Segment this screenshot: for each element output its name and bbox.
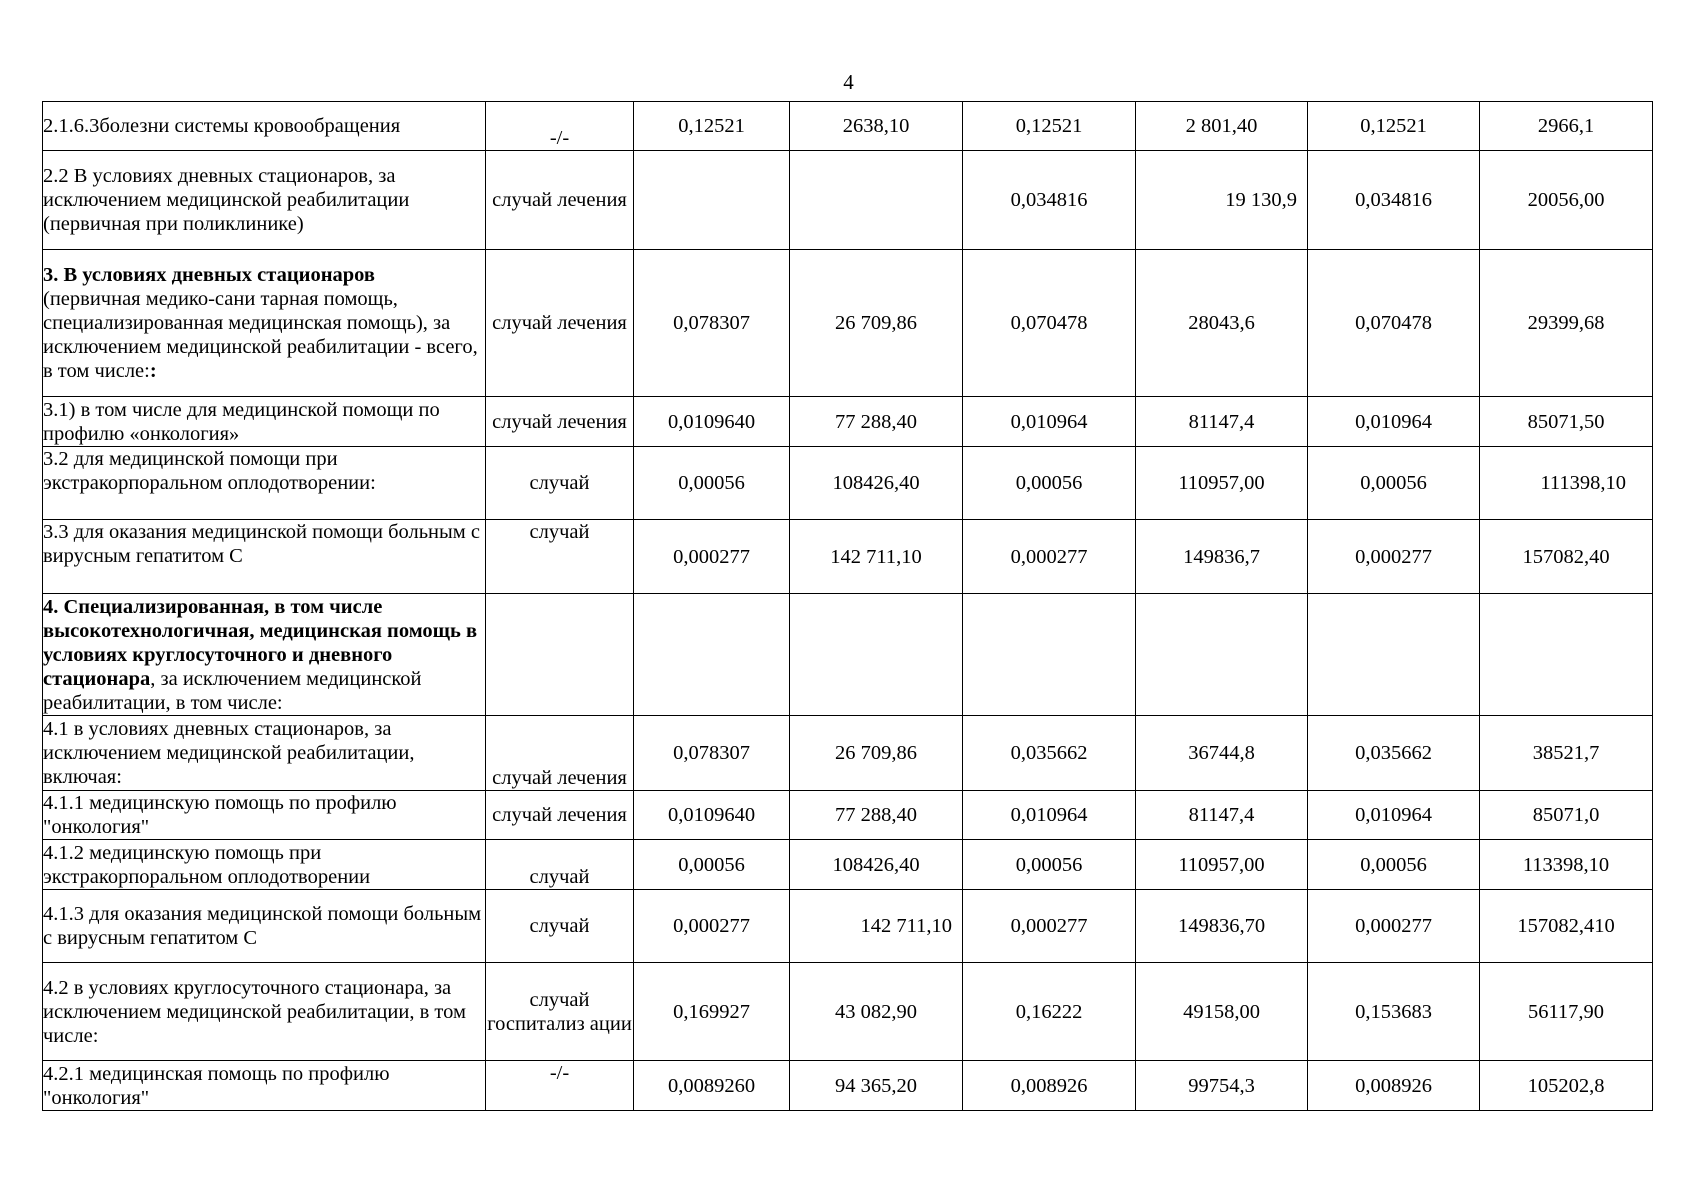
cell-value: 0,000277	[963, 520, 1136, 594]
cell-value: 20056,00	[1480, 151, 1653, 250]
cell-value: 77 288,40	[790, 397, 963, 447]
table-row	[43, 250, 1653, 397]
row-name-bold-tail: :	[149, 360, 157, 382]
cell-value: 19 130,9	[1136, 151, 1308, 250]
cell-value: 0,12521	[963, 102, 1136, 151]
cell-value: 0,00056	[963, 447, 1136, 520]
row-name-bold: 3. В условиях дневных стационаров	[43, 264, 375, 286]
cell-value: 2966,1	[1480, 102, 1653, 151]
row-name: 4.2.1 медицинская помощь по профилю "онкология"	[43, 1061, 486, 1111]
table-row	[43, 397, 1653, 447]
row-unit	[486, 594, 634, 716]
cell-value: 26 709,86	[790, 250, 963, 397]
cell-value: 56117,90	[1480, 963, 1653, 1061]
cell-value	[634, 594, 790, 716]
cell-value	[1308, 594, 1480, 716]
cell-value: 149836,7	[1136, 520, 1308, 594]
cell-value: 2638,10	[790, 102, 963, 151]
row-name: 4.1.1 медицинскую помощь по профилю "онкология"	[43, 791, 486, 840]
cell-value: 0,035662	[963, 716, 1136, 791]
cell-value: 94 365,20	[790, 1061, 963, 1111]
cell-value: 77 288,40	[790, 791, 963, 840]
cell-value: 110957,00	[1136, 840, 1308, 890]
row-unit: -/-	[486, 1061, 634, 1111]
cell-value	[634, 151, 790, 250]
cell-value	[1136, 594, 1308, 716]
row-unit: случай лечения	[486, 250, 634, 397]
cell-value: 0,000277	[634, 520, 790, 594]
row-name: 3.1) в том числе для медицинской помощи по профилю «онкология»	[43, 397, 486, 447]
cell-value: 28043,6	[1136, 250, 1308, 397]
cell-value: 85071,50	[1480, 397, 1653, 447]
row-name-text: (первичная медико-сани тарная помощь, специализированная медицинская помощь), за исключением медицинской реабилитации - всего, в том числе:	[43, 288, 478, 382]
row-unit: случай	[486, 840, 634, 890]
cell-value: 0,035662	[1308, 716, 1480, 791]
cell-value: 0,00056	[1308, 447, 1480, 520]
cell-value: 81147,4	[1136, 397, 1308, 447]
table-row	[43, 447, 1653, 520]
row-name: 3.2 для медицинской помощи при экстракорпоральном оплодотворении:	[43, 447, 486, 520]
cell-value	[963, 594, 1136, 716]
cell-value: 0,078307	[634, 716, 790, 791]
cell-value: 108426,40	[790, 840, 963, 890]
table-row	[43, 791, 1653, 840]
cell-value: 29399,68	[1480, 250, 1653, 397]
cell-value: 0,00056	[963, 840, 1136, 890]
table-row	[43, 890, 1653, 963]
table-row	[43, 963, 1653, 1061]
table-row	[43, 151, 1653, 250]
row-name	[43, 250, 486, 397]
row-name: 2.2 В условиях дневных стационаров, за исключением медицинской реабилитации (первичная при поликлинике)	[43, 151, 486, 250]
cell-value: 157082,410	[1480, 890, 1653, 963]
cell-value: 0,008926	[963, 1061, 1136, 1111]
cell-value: 0,12521	[1308, 102, 1480, 151]
cell-value: 111398,10	[1480, 447, 1653, 520]
cell-value: 105202,8	[1480, 1061, 1653, 1111]
row-unit: случай	[486, 447, 634, 520]
cell-value: 142 711,10	[790, 890, 963, 963]
cell-value: 0,12521	[634, 102, 790, 151]
cell-value: 108426,40	[790, 447, 963, 520]
table-row	[43, 1061, 1653, 1111]
cell-value: 49158,00	[1136, 963, 1308, 1061]
cell-value: 0,0109640	[634, 791, 790, 840]
cell-value: 99754,3	[1136, 1061, 1308, 1111]
cell-value	[790, 151, 963, 250]
cell-value	[790, 594, 963, 716]
row-unit: случай лечения	[486, 716, 634, 791]
row-name: 4.2 в условиях круглосуточного стационара, за исключением медицинской реабилитации, в том числе:	[43, 963, 486, 1061]
row-unit: -/-	[486, 102, 634, 151]
row-unit: случай лечения	[486, 791, 634, 840]
table-row	[43, 520, 1653, 594]
cell-value: 0,00056	[634, 447, 790, 520]
cell-value: 0,00056	[634, 840, 790, 890]
cell-value: 0,034816	[963, 151, 1136, 250]
cell-value: 43 082,90	[790, 963, 963, 1061]
row-unit: случай	[486, 890, 634, 963]
row-unit: случай лечения	[486, 397, 634, 447]
cell-value: 36744,8	[1136, 716, 1308, 791]
cell-value: 0,169927	[634, 963, 790, 1061]
table-row	[43, 594, 1653, 716]
row-unit: случай госпитализ ации	[486, 963, 634, 1061]
cell-value: 38521,7	[1480, 716, 1653, 791]
row-name: 4.1 в условиях дневных стационаров, за исключением медицинской реабилитации, включая:	[43, 716, 486, 791]
row-name: 2.1.6.3болезни системы кровообращения	[43, 102, 486, 151]
cell-value: 0,153683	[1308, 963, 1480, 1061]
cell-value: 0,000277	[1308, 520, 1480, 594]
row-name-text: , за исключением медицинской реабилитации, в том числе:	[43, 667, 422, 714]
cell-value: 0,010964	[963, 791, 1136, 840]
row-name: 4.1.2 медицинскую помощь при экстракорпоральном оплодотворении	[43, 840, 486, 890]
cell-value: 0,070478	[963, 250, 1136, 397]
cell-value: 0,000277	[1308, 890, 1480, 963]
cell-value: 113398,10	[1480, 840, 1653, 890]
cell-value: 0,000277	[963, 890, 1136, 963]
cell-value: 85071,0	[1480, 791, 1653, 840]
cell-value: 0,000277	[634, 890, 790, 963]
row-unit: случай	[486, 520, 634, 594]
cell-value: 142 711,10	[790, 520, 963, 594]
cell-value: 26 709,86	[790, 716, 963, 791]
row-name-bold: 4. Специализированная, в том числе высокотехнологичная, медицинская помощь в условиях круглосуточного и дневного стационара	[43, 595, 478, 690]
row-name: 3.3 для оказания медицинской помощи больным с вирусным гепатитом С	[43, 520, 486, 594]
cell-value: 0,0089260	[634, 1061, 790, 1111]
cell-value	[1480, 594, 1653, 716]
cell-value: 0,010964	[963, 397, 1136, 447]
cell-value: 157082,40	[1480, 520, 1653, 594]
cell-value: 149836,70	[1136, 890, 1308, 963]
cell-value: 2 801,40	[1136, 102, 1308, 151]
table-row	[43, 840, 1653, 890]
cell-value: 110957,00	[1136, 447, 1308, 520]
row-name	[43, 594, 486, 716]
row-unit: случай лечения	[486, 151, 634, 250]
cell-value: 81147,4	[1136, 791, 1308, 840]
cell-value: 0,16222	[963, 963, 1136, 1061]
cell-value: 0,010964	[1308, 791, 1480, 840]
table-row	[43, 102, 1653, 151]
page-number: 4	[843, 70, 854, 94]
table-row	[43, 716, 1653, 791]
cell-value: 0,0109640	[634, 397, 790, 447]
standards-table	[42, 101, 1653, 1111]
cell-value: 0,034816	[1308, 151, 1480, 250]
cell-value: 0,070478	[1308, 250, 1480, 397]
cell-value: 0,010964	[1308, 397, 1480, 447]
cell-value: 0,00056	[1308, 840, 1480, 890]
cell-value: 0,008926	[1308, 1061, 1480, 1111]
row-name: 4.1.3 для оказания медицинской помощи больным с вирусным гепатитом С	[43, 890, 486, 963]
cell-value: 0,078307	[634, 250, 790, 397]
